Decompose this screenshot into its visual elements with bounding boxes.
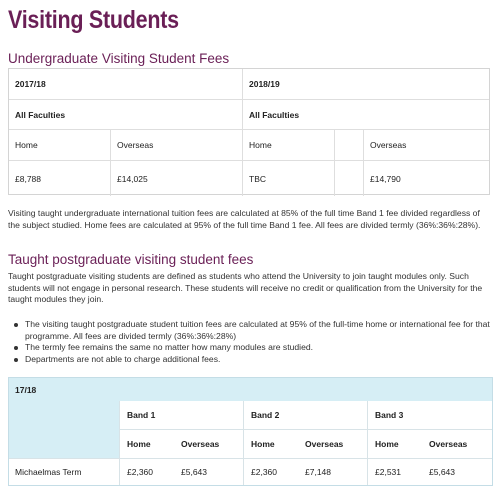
- year-header: 2018/19: [249, 79, 280, 89]
- table-row: [9, 130, 489, 161]
- bullet-icon: [14, 358, 18, 362]
- list-item-text: Departments are not able to charge additional fees.: [25, 353, 221, 364]
- page-title: Visiting Students: [8, 6, 179, 34]
- year-header: 2017/18: [9, 69, 243, 99]
- column-header: Home: [251, 438, 275, 449]
- undergraduate-fee-note: Visiting taught undergraduate international tuition fees are calculated at 85% of the full time Band 1 fee divided regardless of the subject studied. Home fees are calculated at 95% of the full time Band 1 fee. All fees are divided termly (36%:36%:28%).: [8, 208, 481, 230]
- list-item: [8, 354, 492, 366]
- bullet-icon: [14, 346, 18, 350]
- column-header: Home: [243, 130, 335, 160]
- table-row: [9, 161, 489, 196]
- column-header: Overseas: [111, 130, 243, 160]
- band-header: Band 1: [127, 410, 156, 420]
- postgraduate-fee-rules: [8, 319, 492, 365]
- list-item: [8, 319, 492, 342]
- empty-cell: [335, 130, 364, 160]
- list-item-text: The visiting taught postgraduate student tuition fees are calculated at 95% of the full-time home or international fee for that programme. All fees are divided termly (36%:36%:28%): [25, 319, 490, 341]
- undergraduate-fees-heading: Undergraduate Visiting Student Fees: [8, 51, 230, 66]
- fee-value: £5,643: [429, 467, 455, 477]
- postgraduate-intro: Taught postgraduate visiting students are defined as students who attend the University to join taught modules only. Such students will not engage in personal research. These students will receive no credit or qualification from the University for the taught modules they join.: [8, 271, 483, 304]
- fee-value: £7,148: [305, 467, 331, 477]
- divider: [367, 401, 368, 485]
- undergraduate-fees-table: [8, 68, 490, 195]
- fee-value: £14,025: [111, 161, 243, 196]
- divider: [243, 401, 244, 485]
- band-header: Band 2: [251, 410, 280, 420]
- faculty-header: All Faculties: [249, 109, 300, 120]
- column-header: Home: [9, 130, 111, 160]
- band-header: Band 3: [375, 410, 404, 420]
- column-header: Home: [375, 438, 399, 449]
- divider: [119, 401, 120, 485]
- postgraduate-fees-heading: Taught postgraduate visiting student fees: [8, 252, 254, 267]
- column-header: Home: [127, 438, 151, 449]
- fee-value: £5,643: [181, 467, 207, 477]
- fee-value: £14,790: [370, 173, 401, 184]
- fee-value: £2,531: [375, 467, 401, 477]
- fee-value: £8,788: [9, 161, 111, 196]
- column-header: Overseas: [305, 438, 344, 449]
- postgraduate-fees-table: [8, 377, 493, 486]
- bullet-icon: [14, 323, 18, 327]
- list-item-text: The termly fee remains the same no matter how many modules are studied.: [25, 342, 314, 352]
- column-header: Overseas: [429, 438, 468, 449]
- empty-cell: [335, 161, 364, 196]
- column-header: Overseas: [370, 140, 407, 150]
- row-label: Michaelmas Term: [15, 467, 82, 477]
- list-item: [8, 342, 492, 354]
- fee-value: TBC: [243, 161, 335, 196]
- table-year-label: 17/18: [15, 385, 37, 395]
- fee-value: £2,360: [251, 467, 277, 477]
- table-row: [9, 69, 489, 100]
- table-row: [9, 100, 489, 130]
- column-header: Overseas: [181, 438, 220, 449]
- faculty-header: All Faculties: [9, 100, 243, 129]
- fee-value: £2,360: [127, 467, 153, 477]
